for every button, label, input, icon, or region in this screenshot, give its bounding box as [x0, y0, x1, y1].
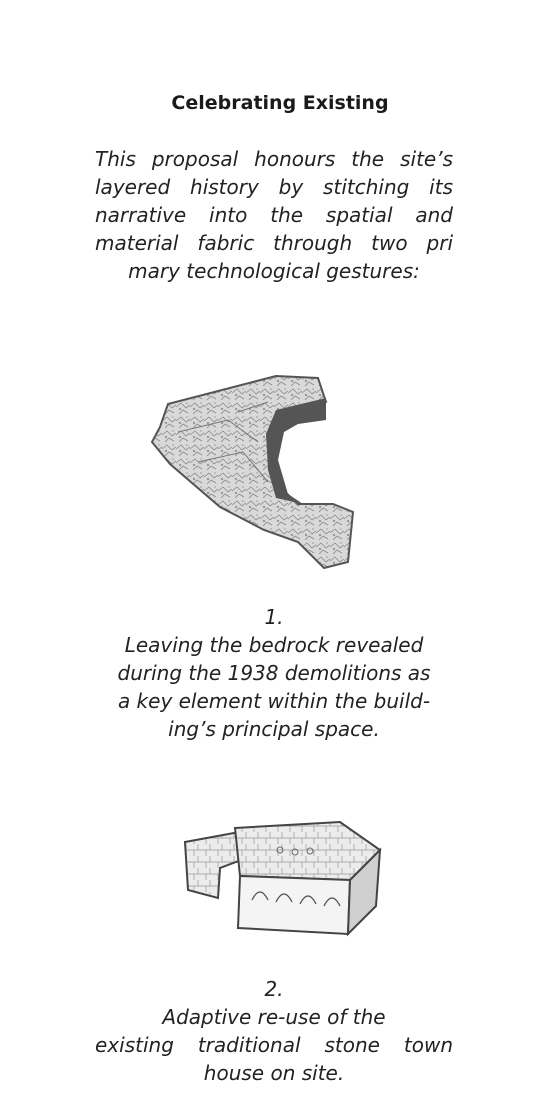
gesture-2-caption: [95, 1003, 453, 1087]
gesture-1-number: 1.: [264, 605, 284, 629]
gesture-1-caption: [95, 631, 453, 743]
gesture-2-line: Adaptive re-use of the: [162, 1005, 386, 1029]
gesture-2-line: existing traditional stone town: [95, 1033, 453, 1057]
intro-line: mary technological gestures:: [128, 259, 420, 283]
gesture-1-line: a key element within the build-: [117, 689, 431, 713]
gesture-2-number: 2.: [264, 977, 284, 1001]
townhouse-illustration: [180, 820, 382, 938]
gesture-2-line: house on site.: [203, 1061, 345, 1085]
intro-line: material fabric through two pri: [95, 231, 453, 255]
gesture-1-line: during the 1938 demolitions as: [117, 661, 431, 685]
page-title: Celebrating Existing: [171, 92, 389, 114]
intro-line: layered history by stitching its: [95, 175, 453, 199]
intro-line: This proposal honours the site’s: [95, 147, 453, 171]
intro-paragraph: [95, 145, 453, 285]
gesture-1-line: ing’s principal space.: [168, 717, 380, 741]
gesture-1-line: Leaving the bedrock revealed: [124, 633, 424, 657]
bedrock-illustration: [148, 372, 360, 570]
intro-line: narrative into the spatial and: [95, 203, 453, 227]
